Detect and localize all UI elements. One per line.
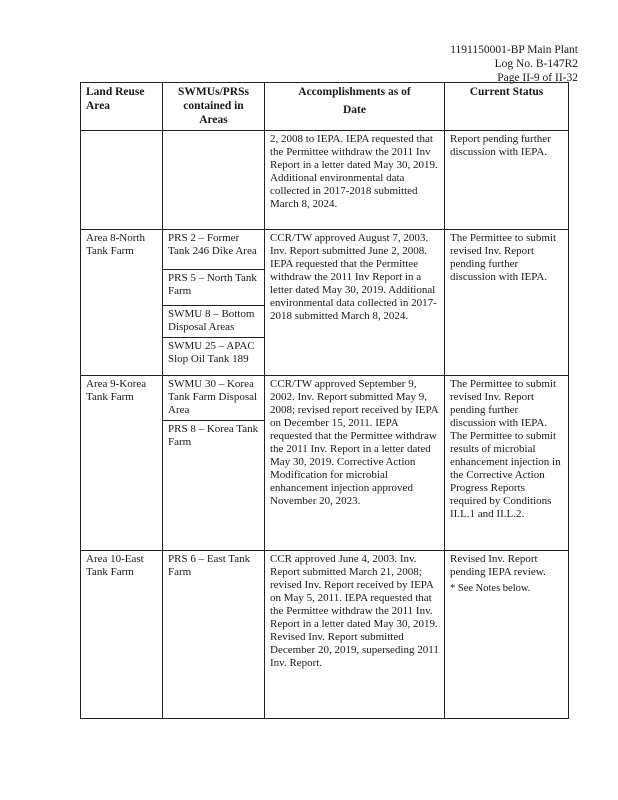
document-id: 1191150001-BP Main Plant <box>450 44 578 56</box>
unit-cell: SWMU 8 – Bottom Disposal Areas <box>163 306 265 338</box>
unit-cell: PRS 5 – North Tank Farm <box>163 270 265 306</box>
unit-cell: PRS 6 – East Tank Farm <box>163 551 265 719</box>
log-number: Log No. B-147R2 <box>494 58 578 70</box>
table-row <box>81 131 569 230</box>
units-cell <box>163 131 265 230</box>
unit-cell: SWMU 25 – APAC Slop Oil Tank 189 <box>163 338 265 376</box>
accomplishments-header-date: Date <box>343 104 366 116</box>
accomplishments-header-label: Accomplishments as of <box>298 86 411 98</box>
column-header-status: Current Status <box>445 83 569 131</box>
page-number: Page II-9 of II-32 <box>497 72 578 84</box>
area-cell: Area 8-North Tank Farm <box>81 230 163 376</box>
table-row <box>81 230 569 270</box>
status-cell: Report pending further discussion with IEPA. <box>445 131 569 230</box>
unit-cell: PRS 2 – Former Tank 246 Dike Area <box>163 230 265 270</box>
table-row <box>81 551 569 719</box>
accomplishments-cell: CCR/TW approved August 7, 2003. Inv. Report submitted June 2, 2008. IEPA requested that the Permittee withdraw the 2011 Inv Report in a letter dated May 30, 2019. Additional environmental data collected in 2017-2018 submitted March 8, 2024. <box>265 230 445 376</box>
column-header-area: Land Reuse Area <box>81 83 163 131</box>
area-cell <box>81 131 163 230</box>
area-cell: Area 9-Korea Tank Farm <box>81 376 163 551</box>
area-cell: Area 10-East Tank Farm <box>81 551 163 719</box>
accomplishments-cell: CCR/TW approved September 9, 2002. Inv. Report submitted May 9, 2008; revised report received by IEPA on December 15, 2011. IEPA requested that the Permittee withdraw the 2011 Inv. Report in a letter dated May 30, 2019. Corrective Action Modification for microbial enhancement injection approved November 20, 2023. <box>265 376 445 551</box>
unit-cell: SWMU 30 – Korea Tank Farm Disposal Area <box>163 376 265 421</box>
table-header-row <box>81 83 569 131</box>
status-cell: The Permittee to submit revised Inv. Report pending further discussion with IEPA. <box>445 230 569 376</box>
unit-cell: PRS 8 – Korea Tank Farm <box>163 421 265 551</box>
column-header-accomplishments <box>265 83 445 131</box>
land-reuse-table <box>80 82 569 719</box>
accomplishments-cell: 2, 2008 to IEPA. IEPA requested that the Permittee withdraw the 2011 Inv Report in a letter dated May 30, 2019. Additional environmental data collected in 2017-2018 submitted March 8, 2024. <box>265 131 445 230</box>
status-text: Revised Inv. Report pending IEPA review. <box>450 553 546 578</box>
notes-reference: * See Notes below. <box>450 583 531 594</box>
status-cell: The Permittee to submit revised Inv. Report pending further discussion with IEPA. The Permittee to submit results of microbial enhancement injection in the Corrective Action Progress Reports required by Conditions II.L.1 and II.L.2. <box>445 376 569 551</box>
status-cell <box>445 551 569 719</box>
column-header-units: SWMUs/PRSs contained in Areas <box>163 83 265 131</box>
table-row <box>81 376 569 421</box>
accomplishments-cell: CCR approved June 4, 2003. Inv. Report submitted March 21, 2008; revised Inv. Report received by IEPA on May 5, 2011. IEPA requested that the Permittee withdraw the 2011 Inv. Report in a letter dated May 30, 2019. Revised Inv. Report submitted December 20, 2019, superseding 2011 Inv. Report. <box>265 551 445 719</box>
